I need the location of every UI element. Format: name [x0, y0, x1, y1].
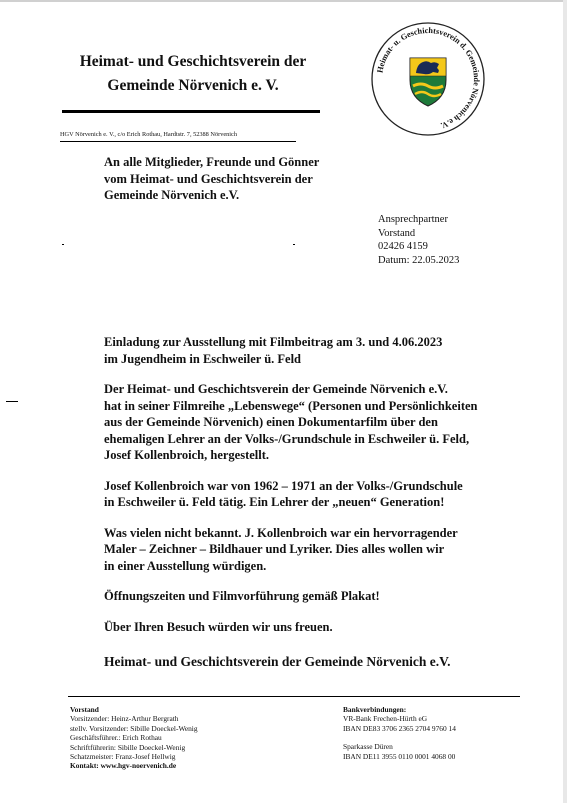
recipient-line: Gemeinde Nörvenich e.V.	[104, 188, 240, 202]
letterhead-title	[62, 50, 324, 98]
footer-board-member: Vorsitzender: Heinz-Arthur Bergrath	[70, 714, 179, 724]
recipient-line: An alle Mitglieder, Freunde und Gönner	[104, 155, 320, 169]
letterhead-divider	[62, 110, 320, 113]
return-address-underline	[60, 141, 296, 142]
teacher-paragraph: Josef Kollenbroich war von 1962 – 1971 an der Volks-/Grundschule in Eschweiler ü. Feld tätig. Ein Lehrer der „neuen“ Generation!	[104, 478, 463, 509]
footer-divider	[68, 696, 520, 697]
contact-name: Vorstand	[378, 227, 416, 239]
bank-name: Sparkasse Düren	[343, 742, 393, 752]
contact-phone: 02426 4159	[378, 241, 428, 252]
bank-name: VR-Bank Frechen-Hürth eG	[343, 714, 428, 724]
page-top-border	[0, 0, 567, 2]
invitation-paragraph: Einladung zur Ausstellung mit Filmbeitrag am 3. und 4.06.2023 im Jugendheim in Eschweiler ü. Feld	[104, 335, 443, 366]
letter-date: Datum: 22.05.2023	[378, 254, 460, 266]
footer-board	[70, 705, 198, 771]
bank-iban: IBAN DE11 3955 0110 0001 4068 00	[343, 751, 456, 761]
footer-board-member: stellv. Vorsitzender: Sibille Doeckel-Wenig	[70, 723, 198, 733]
footer-board-member: Schatzmeister: Franz-Josef Hellwig	[70, 752, 176, 762]
letter-body	[104, 334, 524, 649]
recipient-block	[104, 154, 319, 204]
page-right-border	[563, 0, 567, 803]
closing-signature: Heimat- und Geschichtsverein der Gemeinde Nörvenich e.V.	[104, 654, 451, 669]
org-name-line-2: Gemeinde Nörvenich e. V.	[107, 77, 279, 94]
org-name-line-1: Heimat- und Geschichtsverein der	[79, 53, 307, 70]
footer-bank	[343, 705, 456, 761]
association-seal-icon	[369, 20, 487, 138]
contact-label: Ansprechpartner	[378, 214, 448, 225]
footer-bank-title: Bankverbindungen:	[343, 705, 407, 714]
seal-text: Heimat- u. Geschichtsverein d. Gemeinde Nörvenich e.V.	[375, 25, 482, 131]
return-address: HGV Nörvenich e. V., c/o Erich Rothau, Hardtstr. 7, 52388 Nörvenich	[60, 131, 237, 138]
fold-mark	[62, 244, 64, 245]
footer-board-member: Geschäftsführer.: Erich Rothau	[70, 733, 162, 743]
thanks-paragraph: Über Ihren Besuch würden wir uns freuen.	[104, 619, 333, 634]
film-paragraph: Der Heimat- und Geschichtsverein der Gemeinde Nörvenich e.V. hat in seiner Filmreihe „Lebenswege“ (Personen und Persönlichkeiten aus der Gemeinde Nörvenich) einen Dokumentarfilm über den ehemaligen Lehrer an der Volks-/Grundschule in Eschweiler ü. Feld, Josef Kollenbroich, hergestellt.	[104, 382, 478, 462]
opening-hours-paragraph: Öffnungszeiten und Filmvorführung gemäß Plakat!	[104, 589, 380, 603]
artist-paragraph: Was vielen nicht bekannt. J. Kollenbroich war ein hervorragender Maler – Zeichner – Bildhauer und Lyriker. Dies alles wollen wir in einer Ausstellung würdigen.	[104, 525, 458, 573]
recipient-line: vom Heimat- und Geschichtsverein der	[104, 171, 313, 186]
coat-of-arms-lion-icon	[410, 58, 446, 106]
bank-iban: IBAN DE83 3706 2365 2704 9760 14	[343, 723, 456, 733]
footer-board-member: Schriftführerin: Sibille Doeckel-Wenig	[70, 742, 186, 752]
footer-website: Kontakt: www.hgv-noervenich.de	[70, 761, 177, 771]
punch-mark	[6, 401, 18, 402]
footer-board-title: Vorstand	[70, 705, 99, 714]
fold-mark	[293, 244, 295, 245]
contact-block	[378, 213, 459, 267]
